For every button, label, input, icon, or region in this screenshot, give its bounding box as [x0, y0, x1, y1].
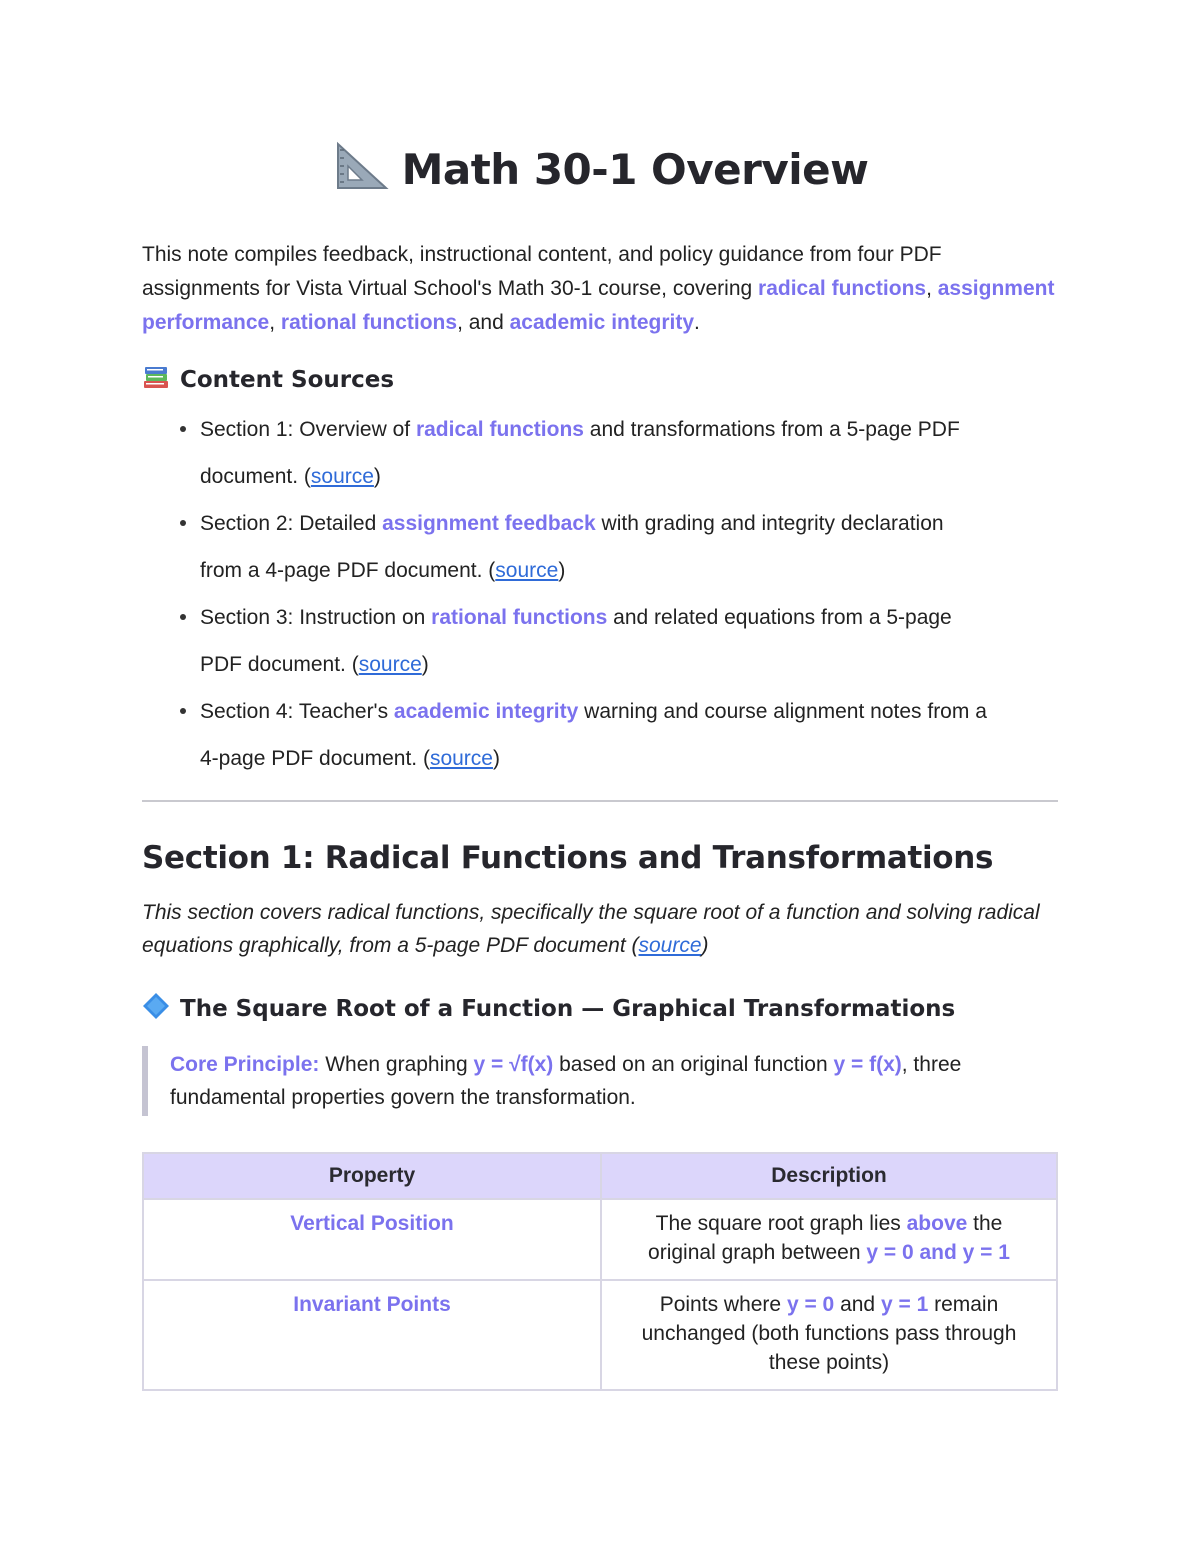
intro-sep: , and: [457, 311, 510, 334]
table-cell-property: [143, 1199, 601, 1280]
section1-heading: Section 1: Radical Functions and Transformations: [142, 840, 994, 876]
highlight-radical-functions: radical functions: [758, 277, 927, 300]
blue-diamond-icon: [142, 992, 170, 1026]
properties-table: [142, 1152, 1058, 1391]
intro-paragraph: [142, 238, 1058, 340]
content-sources-heading: [142, 364, 1058, 396]
intro-text: This note compiles feedback, instructional content, and policy guidance from four PDF assignments for Vista Virtual School's Math 30-1 course, covering: [142, 243, 942, 300]
description-highlight: above: [906, 1212, 968, 1235]
source-link[interactable]: source: [429, 747, 493, 770]
list-item-text: Section 1: Overview of: [200, 418, 416, 441]
list-item: [178, 688, 1058, 782]
content-sources-list: [142, 406, 1058, 782]
section1-description-text: This section covers radical functions, specifically the square root of a function and solving radical equations graphically, from a 5-page PDF document (: [142, 901, 1040, 957]
list-item-term: rational functions: [431, 606, 608, 629]
description-text: the original graph between: [648, 1212, 1003, 1264]
description-highlight: y = 0 and y = 1: [866, 1241, 1010, 1264]
bullet-icon: [180, 614, 186, 620]
source-link[interactable]: source: [310, 465, 374, 488]
list-item: [178, 594, 1058, 688]
column-header-description: Description: [601, 1153, 1057, 1199]
table-header-row: [143, 1153, 1057, 1199]
description-text: Points where: [659, 1293, 787, 1316]
table-cell-description: [601, 1280, 1057, 1390]
list-item: [178, 406, 1058, 500]
core-principle-label: Core Principle:: [170, 1053, 320, 1076]
formula-fx: y = f(x): [833, 1053, 902, 1076]
intro-end: .: [694, 311, 700, 334]
list-item: [178, 500, 1058, 594]
table-cell-description: [601, 1199, 1057, 1280]
property-name: Invariant Points: [293, 1293, 451, 1316]
column-header-property: Property: [143, 1153, 601, 1199]
document-content: [142, 140, 1058, 1391]
square-root-subheading-text: The Square Root of a Function — Graphical Transformations: [180, 996, 956, 1022]
highlight-assignment-performance: assignment performance: [142, 277, 1055, 334]
list-item-term: academic integrity: [393, 700, 579, 723]
table-cell-property: [143, 1280, 601, 1390]
section1-description-text: ): [701, 934, 709, 957]
callout-text: When graphing: [319, 1053, 474, 1076]
divider: [142, 800, 1058, 802]
highlight-academic-integrity: academic integrity: [509, 311, 695, 334]
page-title: [142, 140, 1058, 202]
description-text: remain unchanged (both functions pass through these points): [641, 1293, 1017, 1374]
list-item-term: radical functions: [415, 418, 584, 441]
description-text: The square root graph lies: [655, 1212, 907, 1235]
list-item-text: Section 4: Teacher's: [200, 700, 394, 723]
core-principle-callout: [142, 1046, 1058, 1116]
list-item-text: warning and course alignment notes from a 4-page PDF document. (: [200, 700, 987, 770]
description-highlight: y = 1: [880, 1293, 929, 1316]
table-row: [143, 1199, 1057, 1280]
list-item-term: assignment feedback: [382, 512, 596, 535]
section1-description: [142, 896, 1058, 962]
list-item-text: and related equations from a 5-page PDF document. (: [200, 606, 952, 676]
list-item-text: ): [373, 465, 381, 488]
list-item-text: ): [558, 559, 566, 582]
property-name: Vertical Position: [290, 1212, 454, 1235]
highlight-rational-functions: rational functions: [280, 311, 458, 334]
square-root-subheading: [142, 992, 1058, 1026]
books-icon: [142, 364, 170, 396]
triangular-ruler-icon: [332, 140, 390, 202]
source-link[interactable]: source: [495, 559, 559, 582]
bullet-icon: [180, 708, 186, 714]
list-item-text: ): [492, 747, 500, 770]
description-text: and: [834, 1293, 881, 1316]
list-item-text: ): [421, 653, 429, 676]
page-title-text: Math 30-1 Overview: [401, 145, 869, 194]
bullet-icon: [180, 426, 186, 432]
formula-sqrt: y = √f(x): [473, 1053, 554, 1076]
source-link[interactable]: source: [638, 934, 702, 957]
callout-text: , three fundamental properties govern the transformation.: [170, 1053, 962, 1109]
description-highlight: y = 0: [786, 1293, 835, 1316]
intro-sep: ,: [926, 277, 938, 300]
list-item-text: Section 2: Detailed: [200, 512, 383, 535]
list-item-text: and transformations from a 5-page PDF document. (: [200, 418, 960, 488]
list-item-text: with grading and integrity declaration from a 4-page PDF document. (: [200, 512, 944, 582]
bullet-icon: [180, 520, 186, 526]
content-sources-heading-text: Content Sources: [180, 367, 395, 393]
intro-sep: ,: [269, 311, 281, 334]
list-item-text: Section 3: Instruction on: [200, 606, 432, 629]
table-row: [143, 1280, 1057, 1390]
callout-text: based on an original function: [553, 1053, 834, 1076]
source-link[interactable]: source: [358, 653, 422, 676]
